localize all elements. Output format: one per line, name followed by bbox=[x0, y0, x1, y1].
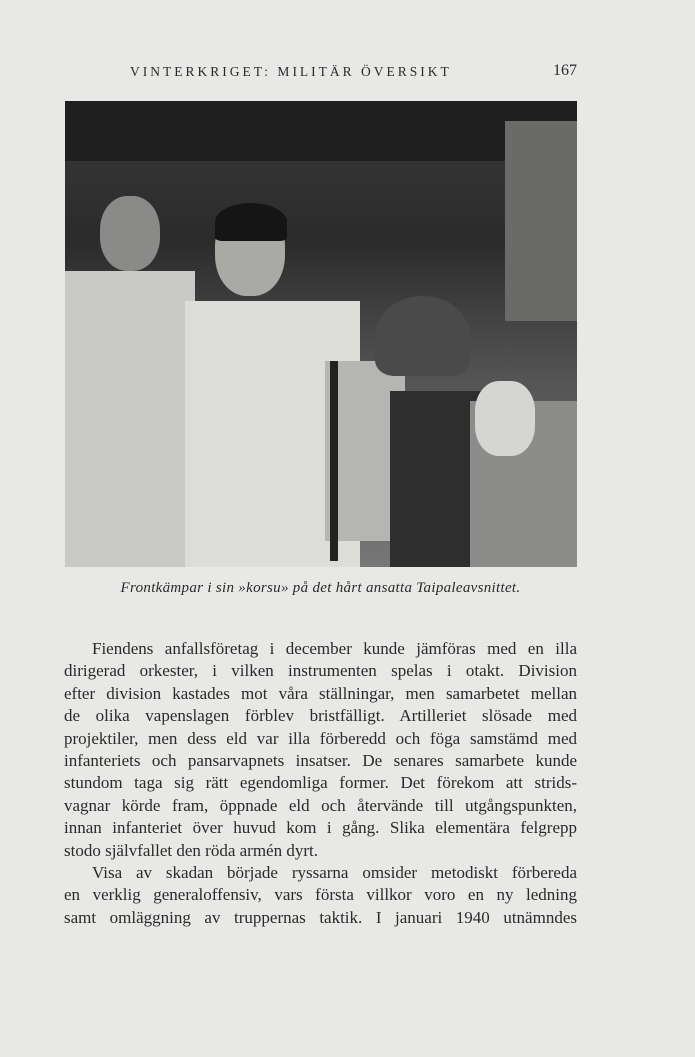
text-line: vagnar körde fram, öppnade eld och återvände till utgångspunkten, bbox=[64, 795, 577, 815]
page-number: 167 bbox=[553, 62, 577, 79]
figure-caption: Frontkämpar i sin »korsu» på det hårt ansatta Taipaleavsnittet. bbox=[120, 580, 521, 596]
text-line: stodo självfallet den röda armén dyrt. bbox=[64, 840, 318, 860]
photograph-soldiers-in-dugout bbox=[65, 101, 577, 567]
text-line: dirigerad orkester, i vilken instrumenten spelas i otakt. Division bbox=[64, 661, 577, 681]
body-text bbox=[64, 638, 577, 929]
text-line: projektiler, men dess eld var illa förberedd och föga samstämd med bbox=[64, 728, 577, 748]
text-line: samt omläggning av truppernas taktik. I januari 1940 utnämndes bbox=[64, 907, 577, 927]
text-line: de olika vapenslagen förblev bristfälligt. Artilleriet slösade med bbox=[64, 706, 577, 726]
running-title: VINTERKRIGET: MILITÄR ÖVERSIKT bbox=[130, 64, 452, 79]
text-line: stundom taga sig rätt egendomliga former. Det förekom att strids- bbox=[64, 773, 577, 793]
text-line: innan infanteriet över huvud kom i gång. Slika elementära felgrepp bbox=[64, 818, 577, 838]
running-header bbox=[130, 64, 577, 86]
text-line: efter division kastades mot våra ställningar, men samarbetet mellan bbox=[64, 683, 577, 703]
text-line: Fiendens anfallsföretag i december kunde jämföras med en illa bbox=[92, 639, 577, 658]
text-line: en verklig generaloffensiv, vars första villkor voro en ny ledning bbox=[64, 885, 577, 905]
text-line: Visa av skadan började ryssarna omsider metodiskt förbereda bbox=[92, 862, 577, 882]
text-line: infanteriets och pansarvapnets insatser. De senares samarbete kunde bbox=[64, 750, 577, 770]
